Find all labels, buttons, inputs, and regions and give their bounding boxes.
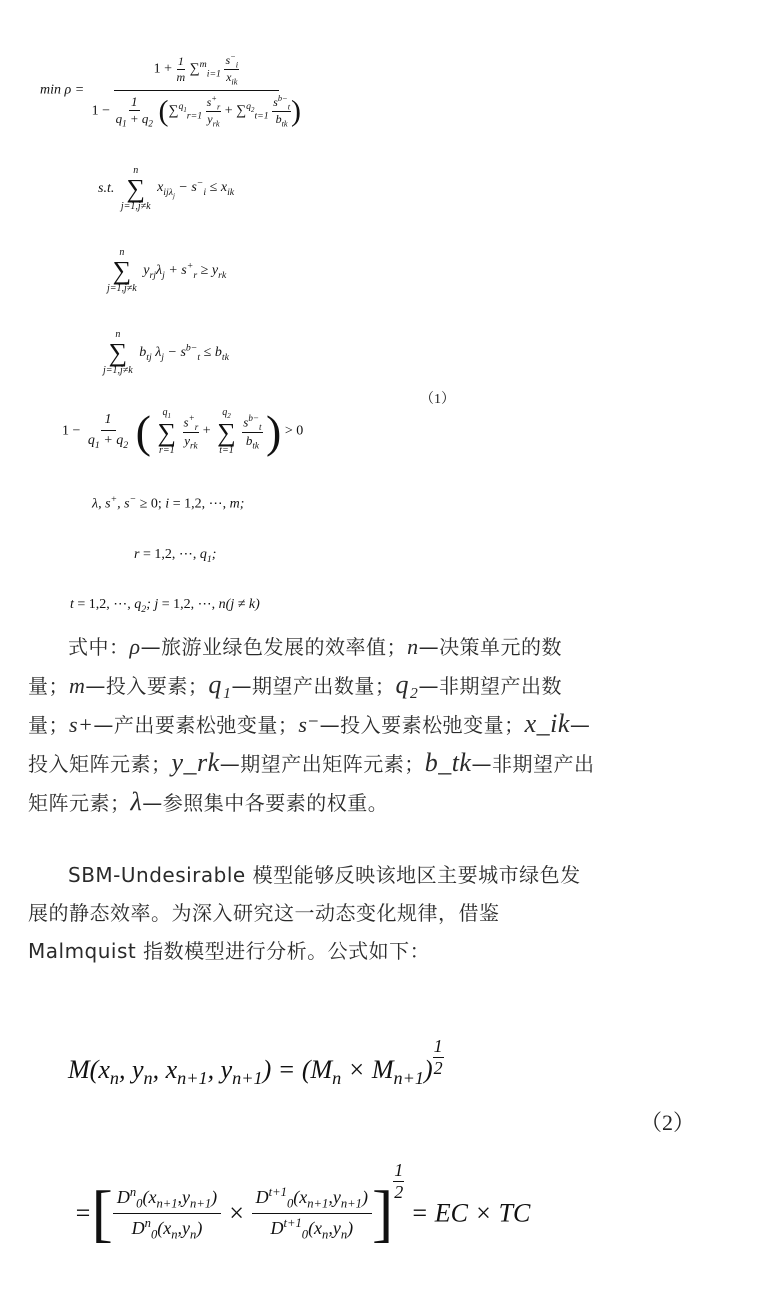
formula1-constraint-6: r = 1,2, ⋯, $q_1$; <box>134 547 217 565</box>
sum-symbol: n ∑ j=1,j≠k <box>103 329 133 376</box>
formula1-constraint-3: n ∑ j=1,j≠k $b_{tj}$ $\lambda_j - s^{b-}_t \le b_{tk}$ <box>103 329 229 376</box>
st-label: s.t. <box>98 181 115 196</box>
sum-symbol: n ∑ j=1,j≠k <box>107 247 137 294</box>
constraint-4-rhs: > 0 <box>284 423 304 439</box>
paragraph-variable-definitions: 式中：ρ—旅游业绿色发展的效率值；n—决策单元的数量；m—投入要素；q₁—期望产出数量；q₂—非期望产出数量；s+—产出要素松弛变量；s⁻—投入要素松弛变量；x_ik—投入矩阵元素；y_rk—期望产出矩阵元素；b_tk—非期望产出矩阵元素；λ—参照集中各要素的权重。 <box>28 634 595 816</box>
formula1-number: （1） <box>420 392 455 407</box>
objective-denominator: 1 − $\frac{1}{q_1 + q_2}$ (∑$^{q_1}_{r=1}$ $\frac{s^+_r}{y_{rk}}$ + ∑$^{q_2}_{t=1}$ $\frac{s^{b-}_t}{b_{tk}}$ ) <box>91 93 302 129</box>
objective-fraction <box>88 52 305 129</box>
formula1-constraint-1: s.t. n ∑ j=1,j≠k $x_{ij\lambda_j} - s^-_i \le x_{ik}$ <box>98 165 235 212</box>
formula2-line1: $M(x_n$, $y_n$, $x_{n+1}$, $y_{n+1}) = (M_n \times M_{n+1})$ $^{\frac{1}{2}}$ <box>68 1036 443 1088</box>
objective-lhs: min ρ = <box>40 82 85 98</box>
sum-symbol: n ∑ j=1,j≠k <box>120 165 151 212</box>
formula1-constraint-5: λ, s+, s− ≥ 0; i = 1,2, ⋯, m; <box>92 494 245 512</box>
formula1-constraint-7: t = 1,2, ⋯, $q_2$; j = 1,2, ⋯, n(j ≠ k) <box>70 597 260 615</box>
formula1-constraint-2: n ∑ j=1,j≠k $y_{rj}\lambda_j + s^+_r \ge y_{rk}$ <box>107 247 227 294</box>
formula2-line2: =[ $\frac{D^n_0(x_{n+1},y_{n+1})}{D^n_0(x_n,y_n)}$ × $\frac{D^{t+1}_0(x_{n+1},y_{n+1})}{D^{t+1}_0(x_n,y_n)}$ ] $^{\frac{1}{2}}$ = EC × TC <box>74 1160 531 1249</box>
paragraph-malmquist-intro: SBM-Undesirable 模型能够反映该地区主要城市绿色发展的静态效率。为深入研究这一动态变化规律，借鉴 Malmquist 指数模型进行分析。公式如下： <box>28 863 581 963</box>
formula1-constraint-4: 1 − $\frac{1}{q_1 + q_2}$ ( $q_1$ ∑ r=1 $\frac{s^+_r}{y_{rk}}$ + $q_2$ ∑ t=1 $\frac{s^{b-}_t}{b_{tk}}$ ) > 0 <box>62 406 304 457</box>
objective-numerator: 1 + $\frac{1}{m}$ ∑$^m_{i=1}$ $\frac{s^-_i}{x_{ik}}$ <box>114 52 280 91</box>
formula2-number: （2） <box>640 1110 696 1135</box>
formula1-objective <box>40 52 305 129</box>
